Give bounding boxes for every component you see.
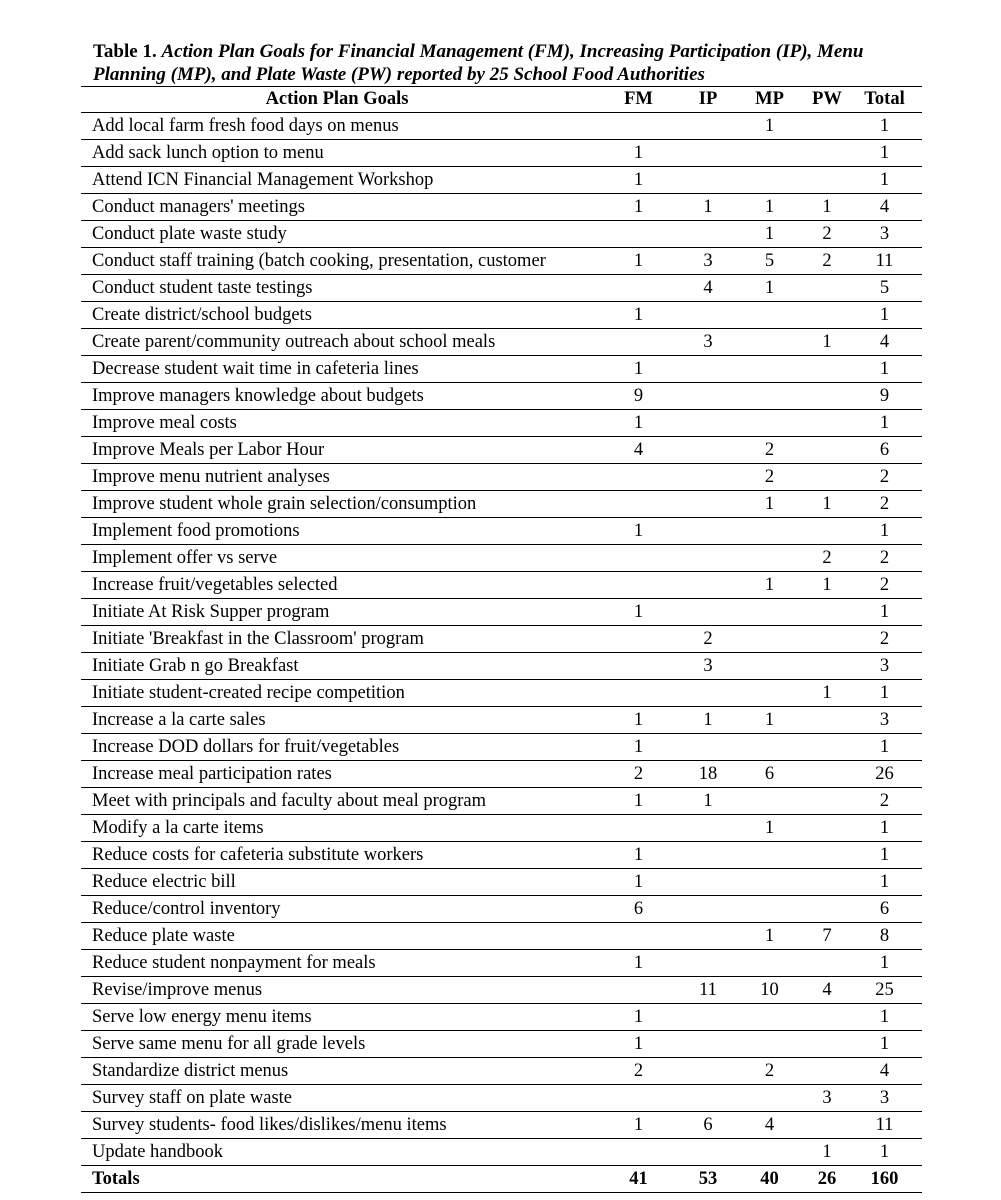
table-row: [81, 815, 922, 842]
cell-ip: [684, 680, 732, 707]
cell-fm: 1: [593, 302, 684, 329]
cell-pw: [807, 113, 847, 140]
cell-goal: Initiate student-created recipe competition: [81, 680, 593, 707]
table-row: [81, 869, 922, 896]
cell-fm: [593, 572, 684, 599]
cell-fm: [593, 329, 684, 356]
cell-total: 11: [847, 248, 922, 275]
cell-ip: [684, 167, 732, 194]
cell-pw: 1: [807, 572, 847, 599]
cell-ip: 4: [684, 275, 732, 302]
cell-total: 1: [847, 950, 922, 977]
cell-ip: [684, 950, 732, 977]
cell-goal: Reduce/control inventory: [81, 896, 593, 923]
cell-mp: [732, 869, 807, 896]
cell-goal: Improve meal costs: [81, 410, 593, 437]
totals-mp: 40: [732, 1166, 807, 1193]
cell-fm: 4: [593, 437, 684, 464]
cell-mp: 1: [732, 815, 807, 842]
cell-goal: Serve low energy menu items: [81, 1004, 593, 1031]
table-row: [81, 896, 922, 923]
cell-total: 1: [847, 1139, 922, 1166]
cell-fm: [593, 923, 684, 950]
cell-total: 3: [847, 707, 922, 734]
cell-pw: [807, 464, 847, 491]
cell-pw: [807, 1112, 847, 1139]
cell-total: 6: [847, 437, 922, 464]
cell-goal: Increase fruit/vegetables selected: [81, 572, 593, 599]
cell-fm: 1: [593, 410, 684, 437]
totals-label: Totals: [81, 1166, 593, 1193]
cell-ip: [684, 1031, 732, 1058]
cell-ip: [684, 1058, 732, 1085]
cell-pw: [807, 1031, 847, 1058]
table-row: [81, 1004, 922, 1031]
cell-fm: 1: [593, 599, 684, 626]
table-row: [81, 761, 922, 788]
cell-goal: Conduct plate waste study: [81, 221, 593, 248]
table-row: [81, 302, 922, 329]
cell-pw: [807, 869, 847, 896]
cell-total: 1: [847, 842, 922, 869]
cell-total: 1: [847, 167, 922, 194]
cell-total: 9: [847, 383, 922, 410]
cell-pw: [807, 815, 847, 842]
header-pw: PW: [807, 87, 847, 113]
cell-goal: Initiate 'Breakfast in the Classroom' program: [81, 626, 593, 653]
totals-ip: 53: [684, 1166, 732, 1193]
caption-title: Action Plan Goals for Financial Management (FM), Increasing Participation (IP), Menu Planning (MP), and Plate Waste (PW) reported by 25 School Food Authorities: [93, 41, 864, 85]
cell-ip: [684, 356, 732, 383]
cell-mp: [732, 329, 807, 356]
cell-pw: [807, 140, 847, 167]
table-row: [81, 464, 922, 491]
cell-ip: [684, 572, 732, 599]
cell-pw: [807, 788, 847, 815]
cell-pw: [807, 950, 847, 977]
cell-mp: 6: [732, 761, 807, 788]
cell-mp: 4: [732, 1112, 807, 1139]
cell-fm: 1: [593, 1112, 684, 1139]
cell-total: 25: [847, 977, 922, 1004]
cell-fm: 1: [593, 869, 684, 896]
cell-goal: Conduct managers' meetings: [81, 194, 593, 221]
cell-pw: [807, 842, 847, 869]
table-row: [81, 167, 922, 194]
cell-mp: [732, 842, 807, 869]
table-row: [81, 545, 922, 572]
cell-total: 1: [847, 302, 922, 329]
table-row: [81, 923, 922, 950]
cell-fm: [593, 464, 684, 491]
cell-fm: 1: [593, 194, 684, 221]
cell-fm: 1: [593, 1031, 684, 1058]
cell-ip: [684, 140, 732, 167]
table-row: [81, 329, 922, 356]
cell-total: 1: [847, 140, 922, 167]
cell-goal: Revise/improve menus: [81, 977, 593, 1004]
table-row: [81, 140, 922, 167]
cell-mp: [732, 680, 807, 707]
cell-pw: 7: [807, 923, 847, 950]
cell-mp: [732, 599, 807, 626]
cell-goal: Implement food promotions: [81, 518, 593, 545]
cell-fm: [593, 815, 684, 842]
cell-ip: [684, 491, 732, 518]
cell-ip: [684, 896, 732, 923]
cell-ip: [684, 437, 732, 464]
table-row: [81, 599, 922, 626]
cell-total: 2: [847, 788, 922, 815]
cell-fm: 9: [593, 383, 684, 410]
cell-mp: 1: [732, 707, 807, 734]
table-row: [81, 410, 922, 437]
table-row: [81, 1031, 922, 1058]
cell-total: 4: [847, 329, 922, 356]
cell-goal: Survey staff on plate waste: [81, 1085, 593, 1112]
cell-fm: 1: [593, 707, 684, 734]
cell-pw: 1: [807, 1139, 847, 1166]
cell-goal: Attend ICN Financial Management Workshop: [81, 167, 593, 194]
cell-fm: 1: [593, 734, 684, 761]
cell-fm: [593, 545, 684, 572]
cell-mp: [732, 1031, 807, 1058]
cell-pw: [807, 1004, 847, 1031]
table-row: [81, 518, 922, 545]
table-row: [81, 950, 922, 977]
cell-fm: [593, 275, 684, 302]
cell-goal: Increase meal participation rates: [81, 761, 593, 788]
cell-goal: Improve menu nutrient analyses: [81, 464, 593, 491]
cell-total: 1: [847, 1031, 922, 1058]
cell-mp: 1: [732, 221, 807, 248]
totals-fm: 41: [593, 1166, 684, 1193]
cell-ip: [684, 599, 732, 626]
cell-goal: Improve managers knowledge about budgets: [81, 383, 593, 410]
cell-mp: 1: [732, 491, 807, 518]
cell-fm: 1: [593, 1004, 684, 1031]
cell-fm: [593, 1139, 684, 1166]
cell-goal: Survey students- food likes/dislikes/menu items: [81, 1112, 593, 1139]
cell-fm: 1: [593, 842, 684, 869]
cell-pw: [807, 437, 847, 464]
cell-mp: 1: [732, 572, 807, 599]
cell-pw: 1: [807, 680, 847, 707]
cell-total: 1: [847, 815, 922, 842]
cell-total: 2: [847, 545, 922, 572]
cell-goal: Update handbook: [81, 1139, 593, 1166]
cell-total: 26: [847, 761, 922, 788]
table-row: [81, 1112, 922, 1139]
table-row: [81, 1058, 922, 1085]
cell-total: 1: [847, 1004, 922, 1031]
cell-mp: [732, 140, 807, 167]
table-row: [81, 680, 922, 707]
action-plan-goals-table: [81, 86, 922, 1193]
cell-ip: [684, 1085, 732, 1112]
table-row: [81, 113, 922, 140]
table-row: [81, 248, 922, 275]
cell-goal: Reduce costs for cafeteria substitute workers: [81, 842, 593, 869]
totals-row: [81, 1166, 922, 1193]
cell-ip: [684, 545, 732, 572]
cell-ip: 1: [684, 788, 732, 815]
cell-mp: [732, 653, 807, 680]
cell-fm: 2: [593, 761, 684, 788]
cell-fm: 1: [593, 518, 684, 545]
cell-total: 1: [847, 113, 922, 140]
cell-mp: 1: [732, 194, 807, 221]
cell-fm: [593, 977, 684, 1004]
table-row: [81, 275, 922, 302]
totals-total: 160: [847, 1166, 922, 1193]
cell-pw: [807, 896, 847, 923]
header-mp: MP: [732, 87, 807, 113]
table-row: [81, 491, 922, 518]
cell-goal: Initiate Grab n go Breakfast: [81, 653, 593, 680]
header-ip: IP: [684, 87, 732, 113]
cell-total: 3: [847, 653, 922, 680]
cell-fm: [593, 491, 684, 518]
cell-goal: Create parent/community outreach about school meals: [81, 329, 593, 356]
cell-total: 6: [847, 896, 922, 923]
cell-pw: 1: [807, 329, 847, 356]
cell-ip: 11: [684, 977, 732, 1004]
cell-total: 1: [847, 410, 922, 437]
cell-goal: Reduce electric bill: [81, 869, 593, 896]
cell-fm: 1: [593, 140, 684, 167]
cell-mp: [732, 1139, 807, 1166]
cell-pw: [807, 302, 847, 329]
cell-mp: 2: [732, 1058, 807, 1085]
cell-mp: [732, 626, 807, 653]
cell-pw: [807, 707, 847, 734]
cell-ip: [684, 1004, 732, 1031]
cell-fm: [593, 680, 684, 707]
cell-goal: Implement offer vs serve: [81, 545, 593, 572]
cell-total: 2: [847, 626, 922, 653]
cell-mp: 2: [732, 437, 807, 464]
cell-goal: Add local farm fresh food days on menus: [81, 113, 593, 140]
cell-goal: Initiate At Risk Supper program: [81, 599, 593, 626]
cell-goal: Improve Meals per Labor Hour: [81, 437, 593, 464]
cell-fm: 1: [593, 248, 684, 275]
cell-total: 1: [847, 734, 922, 761]
cell-goal: Meet with principals and faculty about meal program: [81, 788, 593, 815]
cell-pw: 4: [807, 977, 847, 1004]
cell-mp: [732, 734, 807, 761]
cell-total: 11: [847, 1112, 922, 1139]
header-fm: FM: [593, 87, 684, 113]
table-row: [81, 1085, 922, 1112]
table-row: [81, 707, 922, 734]
cell-mp: 2: [732, 464, 807, 491]
cell-ip: 2: [684, 626, 732, 653]
cell-goal: Standardize district menus: [81, 1058, 593, 1085]
cell-total: 2: [847, 491, 922, 518]
cell-total: 8: [847, 923, 922, 950]
cell-ip: [684, 383, 732, 410]
cell-fm: 1: [593, 950, 684, 977]
cell-fm: 1: [593, 788, 684, 815]
cell-pw: [807, 653, 847, 680]
cell-pw: 3: [807, 1085, 847, 1112]
header-goals: Action Plan Goals: [81, 87, 593, 113]
cell-goal: Increase DOD dollars for fruit/vegetables: [81, 734, 593, 761]
cell-total: 3: [847, 1085, 922, 1112]
cell-ip: [684, 1139, 732, 1166]
cell-ip: 3: [684, 248, 732, 275]
cell-mp: [732, 896, 807, 923]
cell-ip: 3: [684, 653, 732, 680]
cell-fm: [593, 626, 684, 653]
cell-ip: 18: [684, 761, 732, 788]
cell-mp: 1: [732, 275, 807, 302]
cell-goal: Reduce plate waste: [81, 923, 593, 950]
cell-fm: 1: [593, 356, 684, 383]
cell-pw: [807, 167, 847, 194]
cell-total: 1: [847, 356, 922, 383]
cell-total: 3: [847, 221, 922, 248]
cell-goal: Serve same menu for all grade levels: [81, 1031, 593, 1058]
cell-pw: 2: [807, 248, 847, 275]
cell-ip: [684, 869, 732, 896]
cell-goal: Reduce student nonpayment for meals: [81, 950, 593, 977]
cell-mp: [732, 356, 807, 383]
cell-mp: [732, 950, 807, 977]
cell-ip: [684, 464, 732, 491]
cell-fm: [593, 113, 684, 140]
cell-mp: [732, 410, 807, 437]
cell-mp: 1: [732, 923, 807, 950]
cell-mp: [732, 545, 807, 572]
cell-total: 5: [847, 275, 922, 302]
table-row: [81, 626, 922, 653]
cell-fm: [593, 653, 684, 680]
caption-label: Table 1.: [93, 41, 157, 62]
cell-mp: 10: [732, 977, 807, 1004]
cell-pw: [807, 1058, 847, 1085]
cell-goal: Add sack lunch option to menu: [81, 140, 593, 167]
cell-mp: 1: [732, 113, 807, 140]
cell-fm: [593, 1085, 684, 1112]
cell-mp: [732, 518, 807, 545]
cell-ip: [684, 410, 732, 437]
table-header-row: [81, 87, 922, 113]
table-row: [81, 221, 922, 248]
cell-ip: [684, 113, 732, 140]
cell-ip: [684, 815, 732, 842]
cell-pw: [807, 599, 847, 626]
cell-ip: [684, 923, 732, 950]
cell-fm: 2: [593, 1058, 684, 1085]
cell-goal: Conduct student taste testings: [81, 275, 593, 302]
cell-pw: 1: [807, 194, 847, 221]
cell-pw: [807, 518, 847, 545]
table-row: [81, 572, 922, 599]
table-row: [81, 437, 922, 464]
cell-pw: [807, 356, 847, 383]
cell-goal: Modify a la carte items: [81, 815, 593, 842]
cell-mp: [732, 1085, 807, 1112]
cell-total: 4: [847, 1058, 922, 1085]
cell-mp: [732, 167, 807, 194]
cell-pw: [807, 761, 847, 788]
header-total: Total: [847, 87, 922, 113]
cell-total: 2: [847, 572, 922, 599]
table-row: [81, 842, 922, 869]
table-body: [81, 113, 922, 1166]
cell-total: 4: [847, 194, 922, 221]
totals-pw: 26: [807, 1166, 847, 1193]
cell-total: 1: [847, 680, 922, 707]
cell-ip: [684, 302, 732, 329]
cell-mp: [732, 302, 807, 329]
table-row: [81, 653, 922, 680]
table-row: [81, 788, 922, 815]
cell-mp: 5: [732, 248, 807, 275]
cell-pw: 2: [807, 545, 847, 572]
table-row: [81, 977, 922, 1004]
cell-total: 1: [847, 518, 922, 545]
cell-pw: [807, 734, 847, 761]
table-caption: [93, 40, 933, 86]
cell-pw: [807, 383, 847, 410]
cell-pw: 1: [807, 491, 847, 518]
table-row: [81, 734, 922, 761]
cell-ip: [684, 221, 732, 248]
cell-goal: Increase a la carte sales: [81, 707, 593, 734]
cell-pw: [807, 410, 847, 437]
cell-goal: Conduct staff training (batch cooking, presentation, customer: [81, 248, 593, 275]
cell-goal: Improve student whole grain selection/consumption: [81, 491, 593, 518]
cell-mp: [732, 383, 807, 410]
cell-goal: Create district/school budgets: [81, 302, 593, 329]
cell-mp: [732, 1004, 807, 1031]
cell-ip: 1: [684, 707, 732, 734]
table-row: [81, 383, 922, 410]
cell-pw: [807, 626, 847, 653]
cell-ip: 3: [684, 329, 732, 356]
cell-fm: 6: [593, 896, 684, 923]
cell-fm: [593, 221, 684, 248]
cell-ip: 1: [684, 194, 732, 221]
cell-total: 1: [847, 869, 922, 896]
cell-goal: Decrease student wait time in cafeteria lines: [81, 356, 593, 383]
table-row: [81, 194, 922, 221]
cell-pw: 2: [807, 221, 847, 248]
cell-ip: [684, 734, 732, 761]
table-row: [81, 356, 922, 383]
cell-ip: [684, 842, 732, 869]
cell-total: 1: [847, 599, 922, 626]
cell-ip: [684, 518, 732, 545]
cell-fm: 1: [593, 167, 684, 194]
cell-mp: [732, 788, 807, 815]
cell-total: 2: [847, 464, 922, 491]
cell-pw: [807, 275, 847, 302]
table-row: [81, 1139, 922, 1166]
cell-ip: 6: [684, 1112, 732, 1139]
